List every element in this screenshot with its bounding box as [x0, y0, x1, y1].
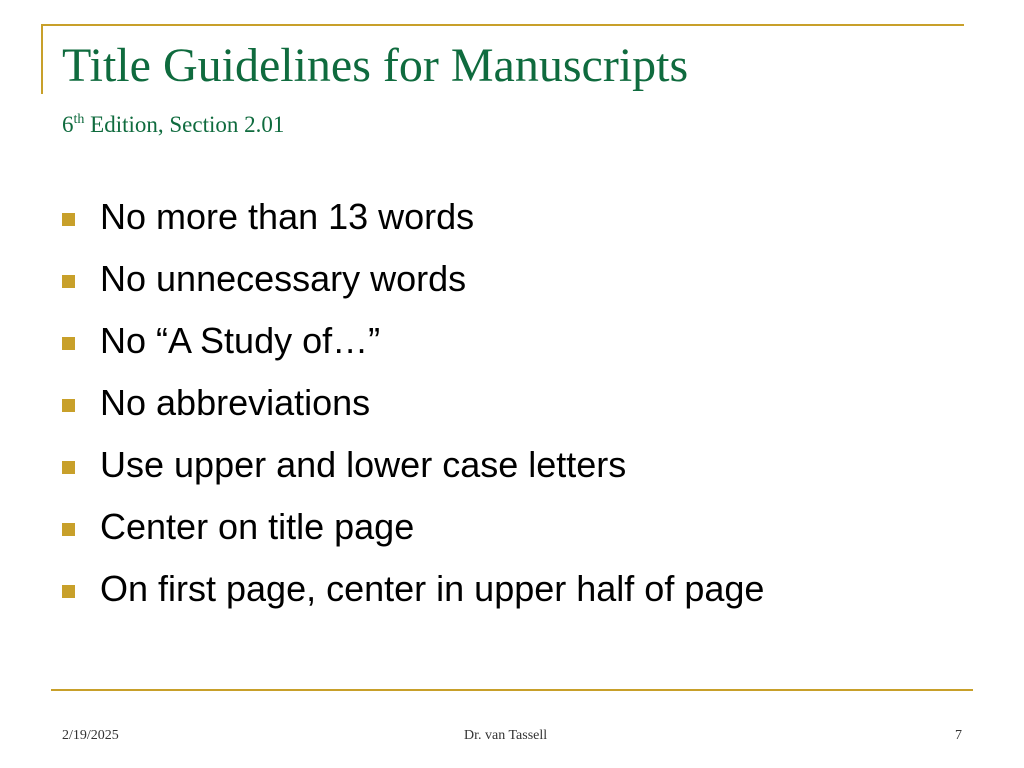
edition-section: Edition, Section 2.01: [84, 112, 285, 137]
list-item: [62, 434, 764, 496]
bullet-text: No more than 13 words: [100, 196, 475, 237]
list-item: [62, 496, 764, 558]
left-divider: [41, 24, 43, 94]
footer-date: 2/19/2025: [62, 728, 119, 743]
list-item: [62, 372, 764, 434]
bullet-list: [62, 186, 764, 620]
square-bullet-icon: [62, 399, 75, 412]
bullet-text: No “A Study of…”: [100, 320, 381, 361]
slide-subtitle: [62, 112, 284, 138]
list-item: [62, 558, 764, 620]
footer-author: Dr. van Tassell: [464, 728, 548, 743]
square-bullet-icon: [62, 461, 75, 474]
square-bullet-icon: [62, 275, 75, 288]
bullet-text: Use upper and lower case letters: [100, 444, 627, 485]
bullet-text: No unnecessary words: [100, 258, 467, 299]
top-divider: [41, 24, 964, 26]
list-item: [62, 186, 764, 248]
list-item: [62, 310, 764, 372]
square-bullet-icon: [62, 337, 75, 350]
footer-page-number: 7: [955, 728, 962, 743]
bullet-text: No abbreviations: [100, 382, 371, 423]
bullet-text: On first page, center in upper half of page: [100, 568, 765, 609]
list-item: [62, 248, 764, 310]
square-bullet-icon: [62, 585, 75, 598]
bottom-divider: [51, 689, 973, 691]
edition-suffix: th: [73, 112, 85, 127]
edition-number: 6: [62, 112, 74, 137]
square-bullet-icon: [62, 523, 75, 536]
bullet-text: Center on title page: [100, 506, 415, 547]
square-bullet-icon: [62, 213, 75, 226]
slide-title: Title Guidelines for Manuscripts: [62, 39, 689, 92]
